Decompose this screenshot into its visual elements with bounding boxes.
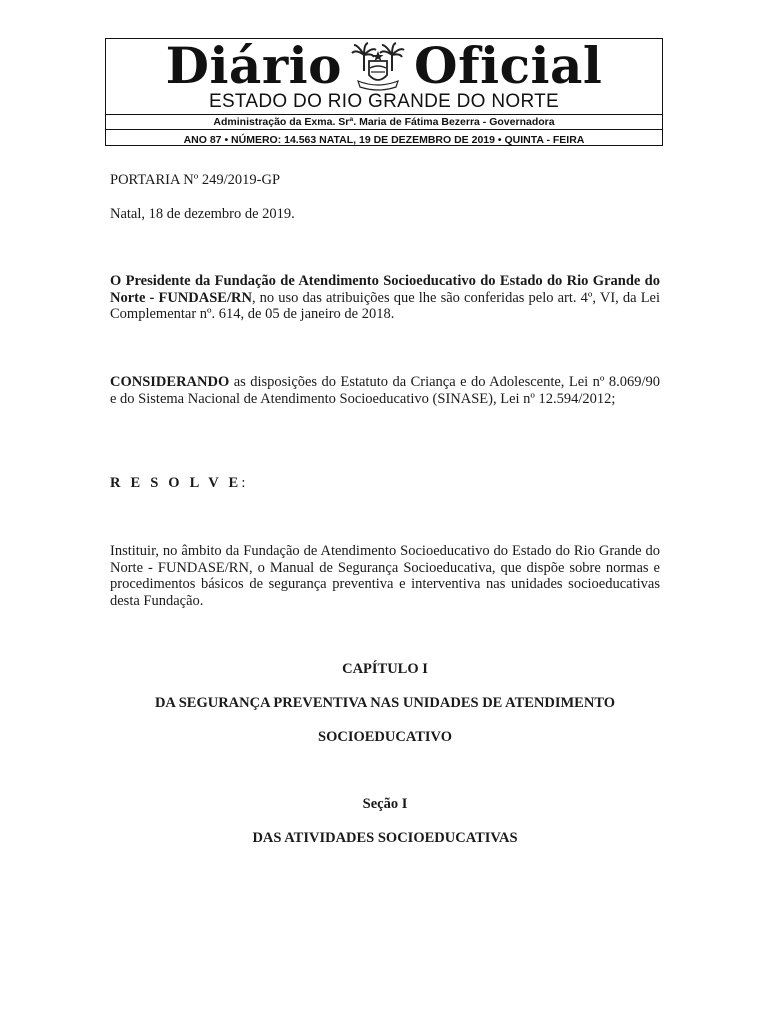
considerando-rest: as disposições do Estatuto da Criança e do Adolescente, Lei nº 8.069/90 e do Sistema Nacional de Atendimento Socioeducativo (SINASE), Lei nº 12.594/2012; bbox=[110, 374, 660, 407]
state-coat-of-arms-icon bbox=[350, 41, 406, 91]
masthead-subtitle: ESTADO DO RIO GRANDE DO NORTE bbox=[208, 91, 560, 112]
instituir-paragraph: Instituir, no âmbito da Fundação de Atendimento Socioeducativo do Estado do Rio Grande do Norte - FUNDASE/RN, o Manual de Segurança Socioeducativa, que dispõe sobre normas e procedimentos básicos de segurança preventiva e interventiva nas unidades socioeducativas desta Fundação. bbox=[110, 543, 660, 609]
portaria-number: PORTARIA Nº 249/2019-GP bbox=[110, 172, 281, 188]
masthead-title-right: Oficial bbox=[414, 36, 603, 95]
chapter-title-line1: DA SEGURANÇA PREVENTIVA NAS UNIDADES DE ATENDIMENTO bbox=[154, 695, 616, 711]
masthead-title-left: Diário bbox=[165, 36, 343, 95]
resolve-bold: R E S O L V E bbox=[110, 475, 242, 491]
considerando-bold: CONSIDERANDO bbox=[110, 374, 230, 390]
preamble-paragraph bbox=[110, 273, 660, 323]
date-line: Natal, 18 de dezembro de 2019. bbox=[110, 206, 295, 222]
chapter-title-line2: SOCIOEDUCATIVO bbox=[318, 729, 452, 745]
section-heading: Seção I bbox=[362, 796, 408, 812]
masthead-issue-line: ANO 87 • NÚMERO: 14.563 NATAL, 19 DE DEZEMBRO DE 2019 • QUINTA - FEIRA bbox=[183, 134, 585, 146]
preamble-rest: , no uso das atribuições que lhe são conferidas pelo art. 4º, VI, da Lei Complementar nº. 614, de 05 de janeiro de 2018. bbox=[110, 289, 661, 322]
chapter-heading: CAPÍTULO I bbox=[342, 661, 428, 677]
masthead bbox=[105, 38, 663, 146]
resolve-heading bbox=[110, 475, 660, 492]
masthead-title bbox=[106, 36, 662, 95]
resolve-colon: : bbox=[241, 475, 246, 491]
section-title: DAS ATIVIDADES SOCIOEDUCATIVAS bbox=[252, 830, 518, 846]
preamble-bold: O Presidente da Fundação de Atendimento Socioeducativo do Estado do Rio Grande do Norte - FUNDASE/RN bbox=[110, 273, 660, 306]
considerando-paragraph bbox=[110, 374, 660, 407]
masthead-administration: Administração da Exma. Srª. Maria de Fátima Bezerra - Governadora bbox=[106, 114, 662, 130]
